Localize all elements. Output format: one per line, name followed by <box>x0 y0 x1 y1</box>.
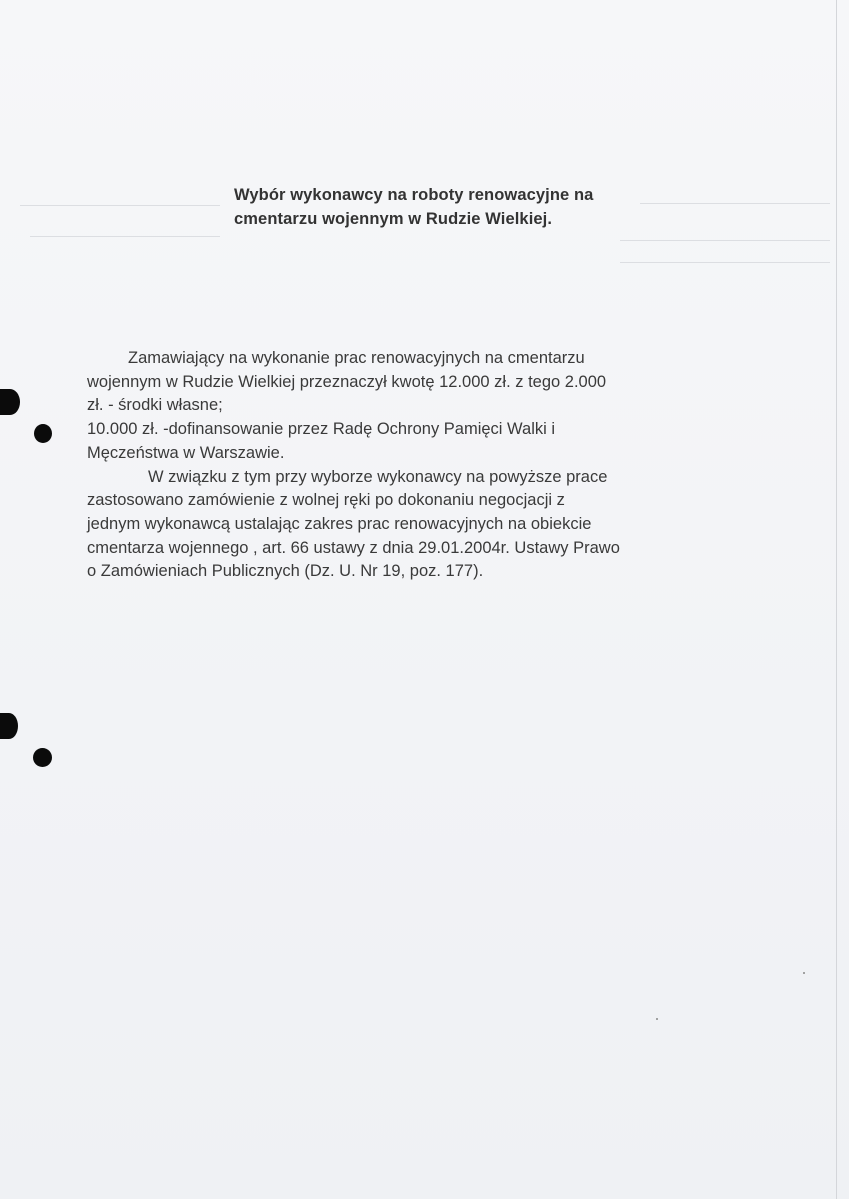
title-line: cmentarzu wojennym w Rudzie Wielkiej. <box>234 210 553 228</box>
punch-hole <box>0 713 18 739</box>
scan-artifact-line <box>30 236 220 237</box>
body-line: wojennym w Rudzie Wielkiej przeznaczył kwotę 12.000 zł. z tego 2.000 <box>87 372 607 391</box>
punch-hole <box>33 748 52 767</box>
body-line: zastosowano zamówienie z wolnej ręki po dokonaniu negocjacji z <box>87 491 565 510</box>
scan-speck <box>803 972 805 974</box>
scan-artifact-line <box>620 240 830 241</box>
body-line: zł. - środki własne; <box>87 396 223 415</box>
punch-hole <box>0 389 20 415</box>
body-line: jednym wykonawcą ustalając zakres prac renowacyjnych na obiekcie <box>87 514 592 533</box>
body-line: Męczeństwa w Warszawie. <box>87 443 285 462</box>
body-line: W związku z tym przy wyborze wykonawcy na powyższe prace <box>148 467 608 486</box>
body-line: Zamawiający na wykonanie prac renowacyjnych na cmentarzu <box>128 349 585 367</box>
title-line: Wybór wykonawcy na roboty renowacyjne na <box>234 186 594 204</box>
body-line: cmentarza wojennego , art. 66 ustawy z dnia 29.01.2004r. Ustawy Prawo <box>87 538 620 557</box>
scan-artifact-line <box>20 205 220 206</box>
document-title <box>234 183 694 231</box>
punch-hole <box>34 424 52 443</box>
body-line: o Zamówieniach Publicznych (Dz. U. Nr 19, poz. 177). <box>87 562 484 581</box>
body-line: 10.000 zł. -dofinansowanie przez Radę Ochrony Pamięci Walki i <box>87 420 556 439</box>
page-edge <box>836 0 837 1199</box>
scan-speck <box>656 1018 658 1020</box>
scan-artifact-line <box>620 262 830 263</box>
document-body <box>87 347 737 584</box>
